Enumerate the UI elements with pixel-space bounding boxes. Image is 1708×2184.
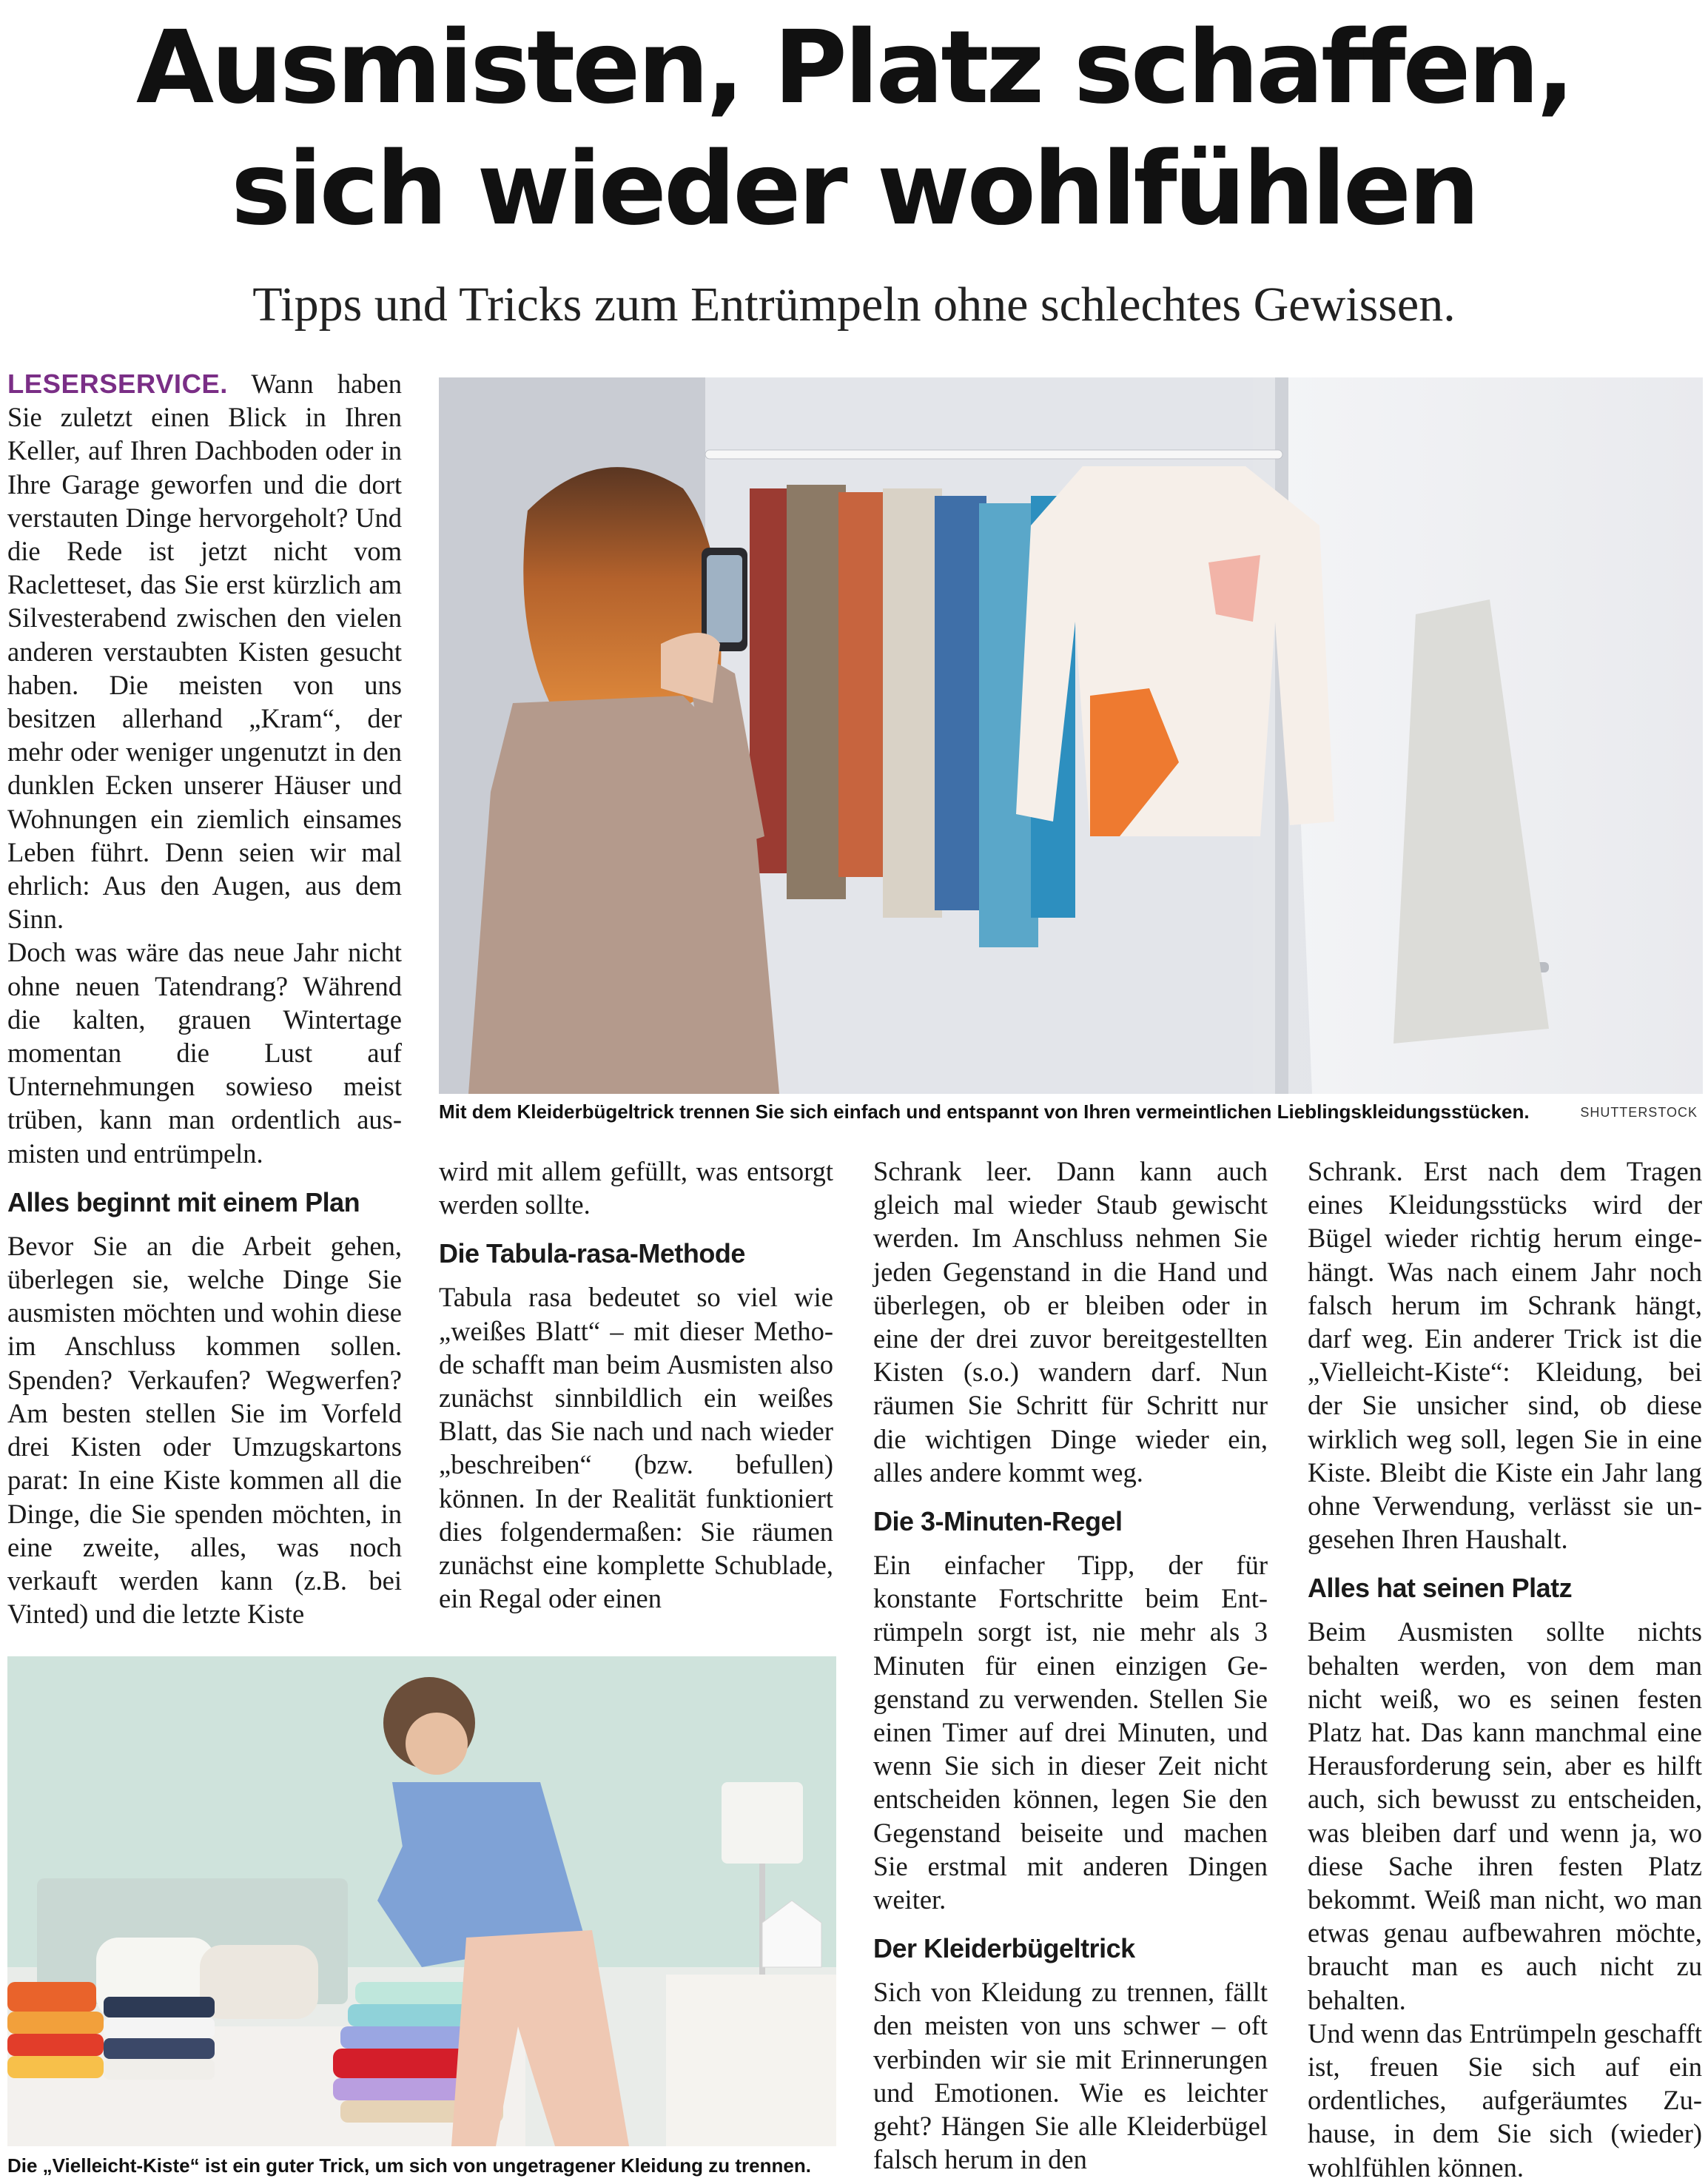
headline — [0, 0, 1708, 250]
headline-line-2: sich wieder wohlfühlen — [231, 131, 1477, 248]
folding-illustration — [7, 1656, 836, 2146]
article-column-2 — [439, 1155, 833, 1615]
paragraph: Beim Ausmisten sollte nichts behalten werden, von dem man nicht weiß, wo es seinen festen Platz hat. Das kann manchmal eine Herausforderung sein, aber es hilft auch, sich bewusst zu entscheiden, was bleiben darf und wenn ja, wo diese Sache ihren festen Platz bekommt. Weiß man nicht, wo man etwas genau aufbewahren möchte, braucht man es auch nicht zu behalten. — [1308, 1616, 1702, 2015]
paragraph: Schrank. Erst nach dem Tragen eines Kleidungsstücks wird der Bügel wieder richtig herum eingehängt. Was nach einem Jahr noch falsch herum im Schrank hängt, darf weg. Ein anderer Trick ist die „Vielleicht-Kiste“: Kleidung, bei der Sie unsicher sind, ob diese wirklich weg soll, legen Sie in eine Kiste. Bleibt die Kiste ein Jahr lang ohne Verwendung, verlässt sie ungesehen Ihren Haushalt. — [1308, 1156, 1702, 1555]
subheading-3-minuten: Die 3-Minuten-Regel — [873, 1506, 1123, 1537]
subheading-platz: Alles hat seinen Platz — [1308, 1573, 1573, 1604]
paragraph: Ein einfacher Tipp, der für konstante Fortschritte beim Entrümpeln sorgt ist, nie mehr als 3 Minuten für einen einzigen Gegenstand zu verwenden. Stellen Sie einen Timer auf drei Minuten, und wenn Sie sich in dieser Zeit nicht entscheiden können, legen Sie den Gegenstand beiseite und machen Sie erstmal mit anderen Dingen weiter. — [873, 1550, 1268, 1915]
paragraph: Doch was wäre das neue Jahr nicht ohne neuen Tatendrang? Während die kalten, grauen Wintertage momentan die Lust auf Unternehmungen sowieso meist trüben, kann man ordentlich ausmisten und entrümpeln. — [7, 937, 402, 1169]
article-column-3 — [873, 1155, 1268, 2176]
wardrobe-illustration — [439, 377, 1703, 1094]
rubric-label: LESERSERVICE. — [7, 369, 228, 399]
paragraph: Tabula rasa bedeutet so viel wie „weißes Blatt“ – mit dieser Methode schafft man beim Ausmisten also zunächst sinnbildlich ein weißes Blatt, das Sie nach und nach wieder „beschreiben“ (bzw. befullen) können. In der Realität funktioniert dies folgendermaßen: Sie räumen zunächst eine komplette Schublade, ein Regal oder einen — [439, 1282, 833, 1614]
headline-line-1: Ausmisten, Platz schaffen, — [135, 10, 1573, 127]
photo-caption-top: Mit dem Kleiderbügeltrick trennen Sie sich einfach und entspannt von Ihren vermeintlichen Lieblingskleidungsstücken. — [439, 1101, 1530, 1123]
intro-paragraph — [7, 367, 402, 935]
article-column-4 — [1308, 1155, 1702, 2184]
subheading-tabula-rasa: Die Tabula-rasa-Methode — [439, 1238, 745, 1269]
photo-credit: SHUTTERSTOCK — [1580, 1105, 1698, 1120]
subheadline: Tipps und Tricks zum Entrümpeln ohne schlechtes Gewissen. — [252, 278, 1456, 332]
paragraph: wird mit allem gefüllt, was entsorgt werden sollte. — [439, 1156, 833, 1220]
paragraph: Sich von Kleidung zu trennen, fällt den meisten von uns schwer – oft verbinden wir sie mit Erinnerungen und Emotionen. Wie es leichter geht? Hängen Sie alle Kleiderbügel falsch herum in den — [873, 1977, 1268, 2175]
paragraph: Schrank leer. Dann kann auch gleich mal wieder Staub gewischt werden. Im Anschluss nehmen Sie jeden Gegenstand in die Hand und überlegen, ob er bleiben oder in eine der drei zuvor bereitgestellten Kisten (s.o.) wandern darf. Nun räumen Sie Schritt für Schritt nur die wichtigen Dinge wieder ein, alles andere kommt weg. — [873, 1156, 1268, 1488]
subheading-kleiderbuegel: Der Kleiderbügeltrick — [873, 1933, 1135, 1964]
photo-caption-bottom: Die „Vielleicht-Kiste“ ist ein guter Trick, um sich von ungetragener Kleidung zu trennen. — [7, 2154, 811, 2177]
paragraph: Bevor Sie an die Arbeit gehen, überlegen sie, welche Dinge Sie ausmisten möchten und wohin diese im Anschluss kommen sollen. Spenden? Verkaufen? Wegwerfen? Am besten stellen Sie im Vorfeld drei Kisten oder Umzugskartons parat: In eine Kiste kommen all die Dinge, die Sie spenden möchten, in eine zweite, alles, was noch verkauft werden kann (z.B. bei Vinted) und die letzte Kiste — [7, 1230, 402, 1630]
photo-folding-clothes — [7, 1656, 836, 2146]
photo-wardrobe — [439, 377, 1703, 1094]
subheading-plan: Alles beginnt mit einem Plan — [7, 1186, 360, 1217]
paragraph: Und wenn das Entrümpeln geschafft ist, freuen Sie sich auf ein ordentliches, aufgeräumtes Zuhause, in dem Sie sich (wieder) wohlfühlen können. — [1308, 2017, 1702, 2183]
intro-text: Wann haben Sie zuletzt einen Blick in Ihren Keller, auf Ihren Dachboden oder in Ihre Garage geworfen und die dort verstauten Dinge hervorgeholt? Und die Rede ist jetzt nicht vom Racletteset, das Sie erst kürzlich am Silvesterabend zwischen den vielen anderen verstaubten Kisten gesucht haben. Die meisten von uns besitzen allerhand „Kram“, der mehr oder weniger ungenutzt in den dunklen Ecken unserer Häuser und Wohnungen ein ziemlich einsames Leben führt. Denn seien wir mal ehrlich: Aus den Augen, aus dem Sinn. — [7, 369, 402, 935]
article-column-1 — [7, 367, 402, 1630]
